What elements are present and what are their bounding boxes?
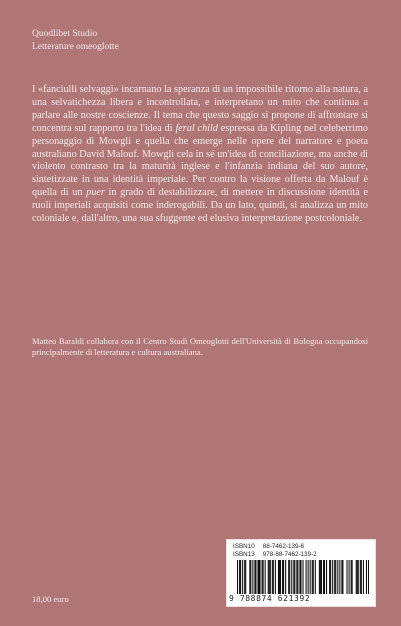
- barcode-bar: [352, 560, 353, 594]
- barcode-bar: [357, 560, 358, 594]
- barcode-bar: [360, 560, 361, 594]
- barcode-bar: [339, 560, 340, 594]
- barcode-bar: [285, 560, 286, 594]
- barcode-bar: [356, 560, 357, 594]
- barcode-bar: [252, 560, 253, 594]
- barcode-bar: [275, 560, 276, 594]
- barcode-bar: [335, 560, 336, 594]
- series-info: [32, 28, 119, 54]
- barcode-bar: [294, 560, 295, 594]
- barcode-bar: [263, 560, 264, 594]
- barcode-bar: [300, 560, 301, 594]
- barcode-bar: [323, 560, 324, 594]
- blurb-paragraph: [32, 84, 368, 226]
- barcode-bar: [321, 560, 322, 594]
- isbn13-value: 978-88-7462-139-2: [262, 551, 317, 558]
- barcode-bar: [245, 560, 246, 594]
- isbn10-value: 88-7462-139-6: [262, 543, 305, 550]
- barcode-bar: [283, 560, 284, 594]
- barcode-bar: [330, 560, 331, 594]
- barcode-bar: [326, 560, 327, 594]
- publisher-name: Quodlibet Studio: [32, 29, 98, 39]
- blurb-text-3: in grado di destabilizzare, di mettere in discussione identità e ruoli imperiali acquisiti come inderogabili. Da un lato, quindi, si analizza un mito coloniale e, dall'altro, una sua sfuggente ed elusiva interpretazione postcoloniale.: [32, 187, 368, 225]
- barcode-bar: [240, 560, 241, 594]
- barcode-bar: [332, 560, 333, 594]
- price-label: 18,00 euro: [32, 594, 69, 604]
- barcode-bar: [262, 560, 263, 594]
- barcode-bar: [319, 560, 320, 594]
- blurb-text-2: espressa da Kipling nel celeberrimo personaggio di Mowgli e quella che emerge nelle opere del narratore e poeta australiano David Malouf. Mowgli cela in sé un'idea di conciliazione, ma anche di violento contrasto tra la maturità inglese e l'infanzia indiana del suo autore, sintetizzate in una identità imperiale. Per contro la visione offerta da Malouf è quella di un: [32, 122, 369, 199]
- barcode-bar: [265, 560, 266, 594]
- barcode-bar: [366, 560, 367, 594]
- isbn10-label: ISBN10: [233, 543, 255, 550]
- barcode-bar: [257, 560, 258, 594]
- barcode-bar: [324, 560, 325, 594]
- barcode-bar: [297, 560, 298, 594]
- barcode-bar: [273, 560, 274, 594]
- barcode-bar: [346, 560, 347, 594]
- barcode-bar: [315, 560, 316, 594]
- barcode-bar: [268, 560, 269, 594]
- barcode-bar: [242, 560, 243, 594]
- barcode-bar: [363, 560, 364, 594]
- blurb-italic-2: puer: [86, 187, 105, 199]
- barcode-bar: [342, 560, 343, 594]
- barcode-bar: [306, 560, 307, 594]
- barcode-bar: [341, 560, 342, 594]
- barcode-bar: [308, 560, 309, 594]
- barcode-bar: [270, 560, 271, 594]
- ean-digits: 9 788874 621392: [229, 594, 311, 603]
- barcode-bar: [237, 560, 238, 594]
- barcode-bars: [237, 560, 369, 594]
- barcode-bar: [280, 560, 281, 594]
- barcode-bar: [291, 560, 292, 594]
- barcode-bar: [288, 560, 289, 594]
- barcode-bar: [254, 560, 255, 594]
- barcode-bar: [272, 560, 273, 594]
- barcode-bar: [337, 560, 338, 594]
- barcode-bar: [269, 560, 270, 594]
- barcode-bar: [258, 560, 259, 594]
- barcode-bar: [282, 560, 283, 594]
- barcode-bar: [310, 560, 311, 594]
- isbn10-row: [233, 543, 304, 550]
- barcode-bar: [329, 560, 330, 594]
- barcode-bar: [279, 560, 280, 594]
- barcode-bar: [255, 560, 256, 594]
- barcode-bar: [278, 560, 279, 594]
- isbn13-label: ISBN13: [233, 551, 255, 558]
- barcode-bar: [260, 560, 261, 594]
- barcode-bar: [334, 560, 335, 594]
- author-note: Matteo Baraldi collabora con il Centro Studi Omeoglotti dell'Università di Bologna occupandosi principalmente di letteratura e cultura australiana.: [32, 336, 368, 358]
- barcode-bar: [349, 560, 350, 594]
- isbn13-row: [233, 551, 317, 558]
- barcode-bar: [302, 560, 303, 594]
- blurb-italic-1: feral child: [175, 122, 218, 134]
- collection-name: Letterature omeoglotte: [32, 42, 119, 52]
- barcode-bar: [351, 560, 352, 594]
- barcode-bar: [296, 560, 297, 594]
- barcode-bar: [358, 560, 359, 594]
- barcode-bar: [320, 560, 321, 594]
- barcode-bar: [361, 560, 362, 594]
- barcode-bar: [312, 560, 313, 594]
- barcode-bar: [293, 560, 294, 594]
- blurb-text-1: I «fanciulli selvaggi» incarnano la speranza di un impossibile ritorno alla natura, a una selvatichezza libera e incontrollata, e interpretano un mito che continua a parlare alle nostre coscienze. Il tema che questo saggio si propone di affrontare si concentra sul rapporto tra l'idea di: [32, 84, 368, 134]
- barcode-bar: [249, 560, 250, 594]
- barcode-bar: [313, 560, 314, 594]
- barcode-bar: [250, 560, 251, 594]
- barcode-bar: [244, 560, 245, 594]
- barcode-bar: [368, 560, 369, 594]
- barcode-bar: [239, 560, 240, 594]
- barcode-box: [226, 539, 376, 607]
- barcode-bar: [289, 560, 290, 594]
- barcode-bar: [299, 560, 300, 594]
